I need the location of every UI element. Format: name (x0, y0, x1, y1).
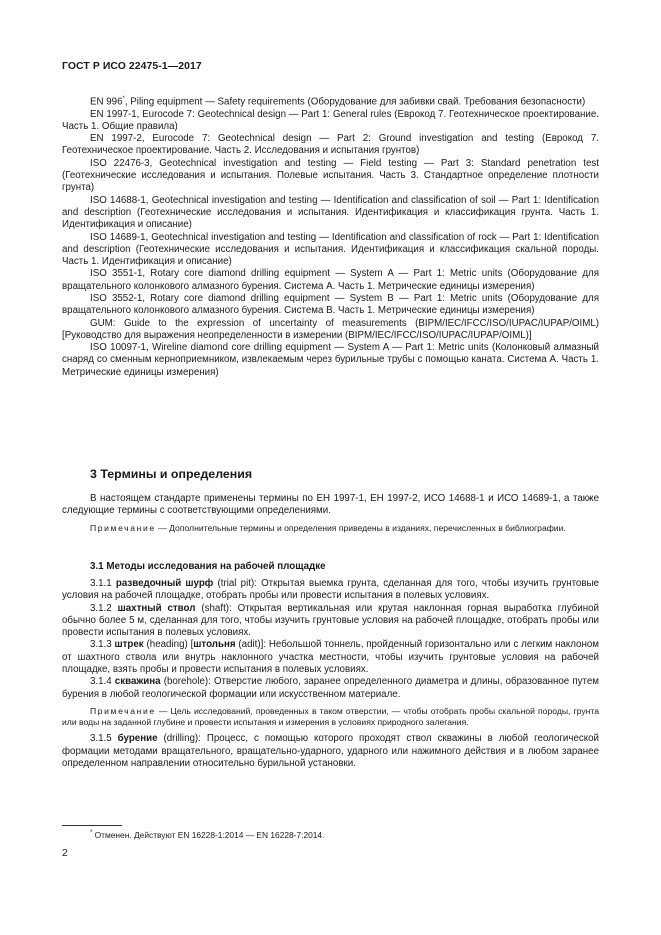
term-name: разведочный шурф (115, 578, 214, 589)
document-page (62, 0, 599, 935)
term-entry (62, 733, 599, 770)
reference-item (62, 93, 599, 109)
reference-item: GUM: Guide to the expression of uncertainty of measurements (BIPM/IEC/IFCC/ISO/IUPAC/IUPAP/OIML) [Руководство для выражения неопределенности в измерении (BIPM/IEC/IFCC/ISO/IUPAC/IUPAP/OIML)] (62, 317, 599, 341)
reference-item: ISO 22476-3, Geotechnical investigation and testing — Field testing — Part 3: Standard penetration test (Геотехнические исследования и испытания. Полевые испытания. Часть 3. Стандартное определение плотности грунта) (62, 157, 599, 194)
references-list (62, 93, 599, 379)
page-number: 2 (62, 848, 68, 859)
term-entry (62, 603, 599, 640)
term-name: бурение (117, 733, 158, 745)
term-definition: (drilling): Процесс, с помощью которого проходят ствол скважины в любой геологической формации методами вращательного, вращательно-ударного, ударного или нажимного действия и в любом заранее определенном направлении относительно бурильной установки. (62, 733, 599, 769)
footnote-marker: * (90, 830, 93, 837)
term-entry (62, 676, 599, 701)
footnote-marker: * (122, 96, 125, 102)
term-number: 3.1.5 (90, 733, 118, 745)
note-label: Примечание (90, 705, 156, 716)
reference-item: EN 1997-2, Eurocode 7: Geotechnical design — Part 2: Ground investigation and testing (Еврокод 7. Геотехническое проектирование. Часть 2. Исследования и испытания грунтов) (62, 133, 599, 157)
reference-item: ISO 14689-1, Geotechnical investigation and testing — Identification and classification of rock — Part 1: Identification and description (Геотехнические исследования и испытания. Идентификация и классификация скальной породы. Часть 1. Идентификация и описание) (62, 231, 599, 268)
term-definition: (trial pit): Открытая выемка грунта, сделанная для того, чтобы изучить грунтовые условия на рабочей площадке, отобрать пробы или провести испытания в полевых условиях. (62, 578, 599, 602)
term-name: скважина (114, 676, 161, 688)
reference-item: ISO 3552-1, Rotary core diamond drilling equipment — System B — Part 1: Metric units (Оборудование для вращательного колонкового алмазного бурения. Система В. Часть 1. Метрические единицы измерения) (62, 293, 599, 317)
section-3-1-note (62, 706, 599, 728)
note-label: Примечание (90, 522, 156, 533)
term-name-alt: штольня (193, 639, 236, 651)
section-3-1-heading: 3.1 Методы исследования на рабочей площадке (90, 561, 326, 572)
reference-item: ISO 3551-1, Rotary core diamond drilling equipment — System A — Part 1: Metric units (Оборудование для вращательного колонкового алмазного бурения. Система А. Часть 1. Метрические единицы измерения) (62, 268, 599, 292)
document-header: ГОСТ Р ИСО 22475-1—2017 (62, 61, 202, 72)
term-name: шахтный ствол (117, 602, 196, 614)
footnote-divider (62, 825, 122, 826)
term-english: (heading) [ (143, 639, 194, 651)
footnote (90, 830, 324, 840)
section-3-body (62, 493, 599, 534)
term-number: 3.1.2 (90, 602, 118, 614)
reference-item: ISO 10097-1, Wireline diamond core drilling equipment — System A — Part 1: Metric units (Колонковый алмазный снаряд со сменным керноприемником, извлекаемым через бурильные трубы с помощью каната. Система А. Часть 1. Метрические единицы измерения) (62, 342, 599, 378)
reference-item: EN 1997-1, Eurocode 7: Geotechnical design — Part 1: General rules (Еврокод 7. Геотехническое проектирование. Часть 1. Общие правила) (62, 108, 599, 132)
term-number: 3.1.4 (90, 676, 115, 688)
ref-code: EN 996 (90, 96, 123, 108)
ref-text: , Piling equipment — Safety requirements (Оборудование для забивки свай. Требования безопасности) (124, 96, 586, 108)
reference-item: ISO 14688-1, Geotechnical investigation and testing — Identification and classification of soil — Part 1: Identification and description (Геотехнические исследования и испытания. Идентификация и классификация грунта. Часть 1. Идентификация и описание) (62, 194, 599, 231)
footnote-text: Отменен. Действуют EN 16228-1:2014 — EN 16228-7:2014. (92, 830, 325, 840)
section-3-intro: В настоящем стандарте применены термины по ЕН 1997-1, ЕН 1997-2, ИСО 14688-1 и ИСО 14689-1, а также следующие термины с соответствующими определениями. (62, 493, 599, 517)
term-definition: (adit)]: Небольшой тоннель, пройденный горизонтально или с легким наклоном от шахтного ствола или внутрь наклонного участка местности, чтобы изучить грунтовые условия на рабочей площадке, взять пробы и провести испытания в полевых условиях. (62, 639, 599, 676)
section-3-note (62, 523, 599, 534)
term-definition: (borehole): Отверстие любого, заранее определенного диаметра и длины, образованное путем бурения в любой геологической формации или искусственном материале. (62, 676, 599, 700)
section-3-heading: 3 Термины и определения (90, 467, 253, 481)
term-number: 3.1.3 (90, 639, 115, 651)
term-entry (62, 578, 599, 603)
term-definition: (shaft): Открытая вертикальная или крутая наклонная горная выработка глубиной обычно более 5 м, сделанная для того, чтобы изучить грунтовые условия на рабочей площадке, отобрать пробы или провести испытания в полевых условиях. (62, 602, 599, 639)
note-text: — Дополнительные термины и определения приведены в изданиях, перечисленных в библиографии. (155, 522, 566, 533)
note-text: — Цель исследований, проведенных в таком отверстии, — чтобы отобрать пробы скальной породы, грунта или воды на заданной глубине и провести испытания и измерения в условиях природного залегания. (62, 705, 599, 728)
term-number: 3.1.1 (90, 578, 116, 589)
term-name: штрек (114, 639, 144, 651)
section-3-1-body (62, 578, 599, 770)
term-entry (62, 639, 599, 676)
